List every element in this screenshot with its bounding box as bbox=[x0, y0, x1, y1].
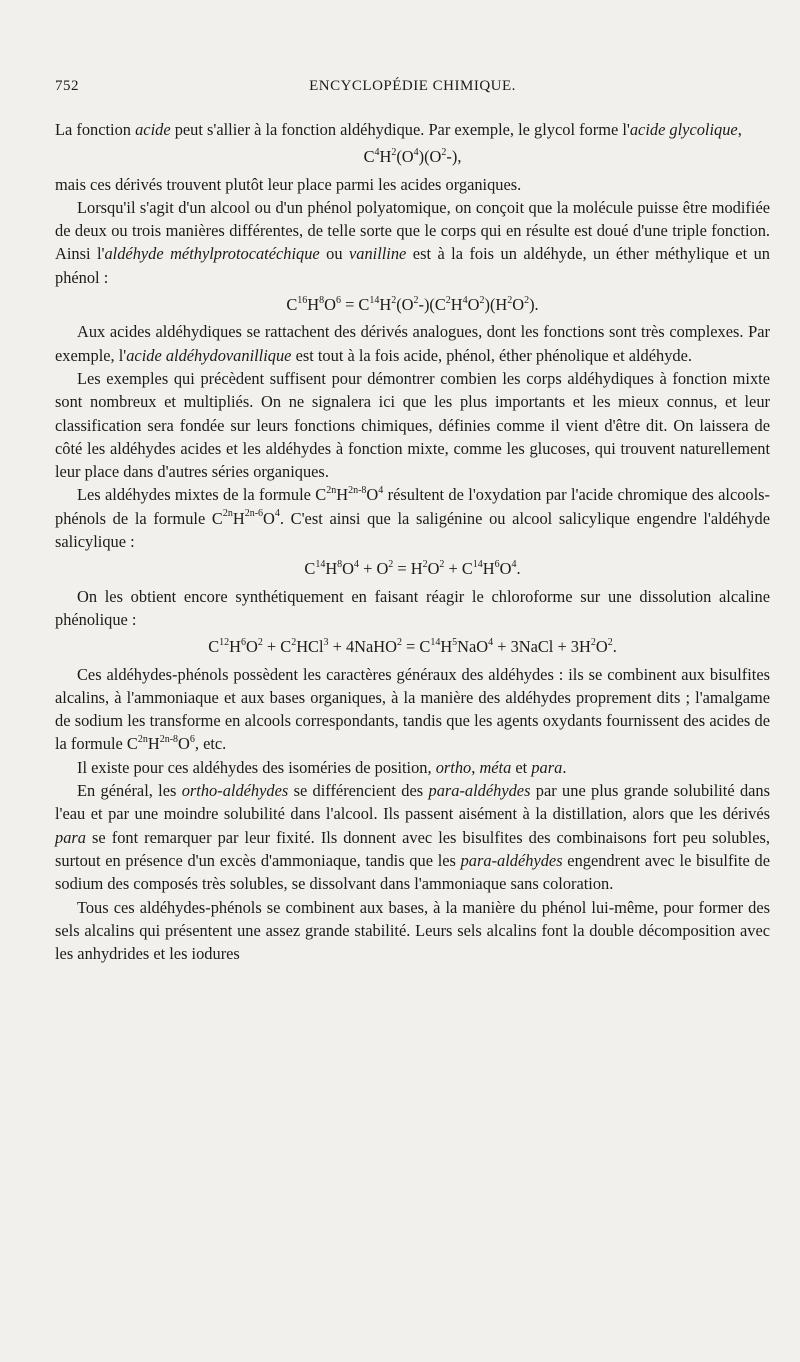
page-number: 752 bbox=[55, 78, 79, 94]
paragraph: mais ces dérivés trouvent plutôt leur place parmi les acides organiques. bbox=[55, 174, 522, 194]
paragraph: Les exemples qui précèdent suffisent pour démontrer combien les corps aldéhydiques à fonction mixte sont nombreux et multipliés. On ne signalera ici que les plus importants et les mieux connus, et leur classification sera fondée sur leurs fonctions chimiques, définies comme il vient d'être dit. On laissera de côté les aldéhydes acides et les aldéhydes à fonction mixte, comme les glucoses, qui trouvent naturellement leur place dans d'autres séries organiques. bbox=[55, 368, 770, 482]
body-text bbox=[55, 118, 770, 965]
page-header bbox=[55, 78, 770, 104]
paragraph: Ces aldéhydes-phénols possèdent les caractères généraux des aldéhydes : ils se combinent aux bisulfites alcalins, à l'ammoniaque et aux bases organiques, à la manière des aldéhydes proprement dits ; l'amalgame de sodium les transforme en alcools correspondants, tandis que les agents oxydants fournissent des acides de la formule $C^{2n}H^{2n-8}O^6$, etc. bbox=[55, 664, 770, 754]
paragraph: Les aldéhydes mixtes de la formule $C^{2n}H^{2n-8}O^4$ résultent de l'oxydation par l'acide chromique des alcools-phénols de la formule $C^{2n}H^{2n-6}O^4$. C'est ainsi que la saligénine ou alcool salicylique engendre l'aldéhyde salicylique : bbox=[55, 484, 771, 552]
paragraph: On les obtient encore synthétiquement en faisant réagir le chloroforme sur une dissolution alcaline phénolique : bbox=[55, 586, 770, 629]
paragraph: Lorsqu'il s'agit d'un alcool ou d'un phénol polyatomique, on conçoit que la molécule puisse être modifiée de deux ou trois manières différentes, de telle sorte que le corps qui en résulte est doué d'une triple fonction. Ainsi l'aldéhyde méthylprotocatéchique ou vanilline est à la fois un aldéhyde, un éther méthylique et un phénol : bbox=[55, 197, 770, 287]
formula: $C^{16}H^8O^6 = C^{14}H^2(O^2-)(C^2H^4O^2)(H^2O^2)$. bbox=[286, 294, 539, 315]
paragraph: Aux acides aldéhydiques se rattachent des dérivés analogues, dont les fonctions sont très complexes. Par exemple, l'acide aldéhydovanillique est tout à la fois acide, phénol, éther phénolique et aldéhyde. bbox=[55, 322, 770, 365]
running-title: ENCYCLOPÉDIE CHIMIQUE. bbox=[309, 78, 516, 94]
paragraph: La fonction acide peut s'allier à la fonction aldéhydique. Par exemple, le glycol forme l'acide glycolique, bbox=[55, 120, 742, 139]
formula: $C^{12}H^6O^2 + C^2HCl^3$ + 4NaHO$^2$ = $C^{14}H^5NaO^4$ + 3NaCl + $3H^2O^2$. bbox=[208, 636, 617, 657]
paragraph: Il existe pour ces aldéhydes des isoméries de position, ortho, méta et para. bbox=[77, 757, 567, 777]
formula: $C^4H^2(O^4)(O^2-)$, bbox=[363, 146, 462, 167]
paragraph: En général, les ortho-aldéhydes se différencient des para-aldéhydes par une plus grande solubilité dans l'eau et par une moindre solubilité dans l'alcool. Ils passent aisément à la distillation, alors que les dérivés para se font remarquer par leur fixité. Ils donnent avec les bisulfites des combinaisons fort peu solubles, surtout en présence d'un excès d'ammoniaque, tandis que les para-aldéhydes engendrent avec le bisulfite de sodium des composés très solubles, se dissolvant dans l'ammoniaque sans coloration. bbox=[55, 781, 770, 894]
paragraph: Tous ces aldéhydes-phénols se combinent aux bases, à la manière du phénol lui-même, pour former des sels alcalins qui présentent une assez grande stabilité. Leurs sels alcalins font la double décomposition avec les anhydrides et les iodures bbox=[55, 897, 770, 964]
document-page bbox=[55, 78, 770, 965]
formula: $C^{14}H^8O^4 + O^2 = H^2O^2 + C^{14}H^6O^4$. bbox=[304, 558, 521, 579]
